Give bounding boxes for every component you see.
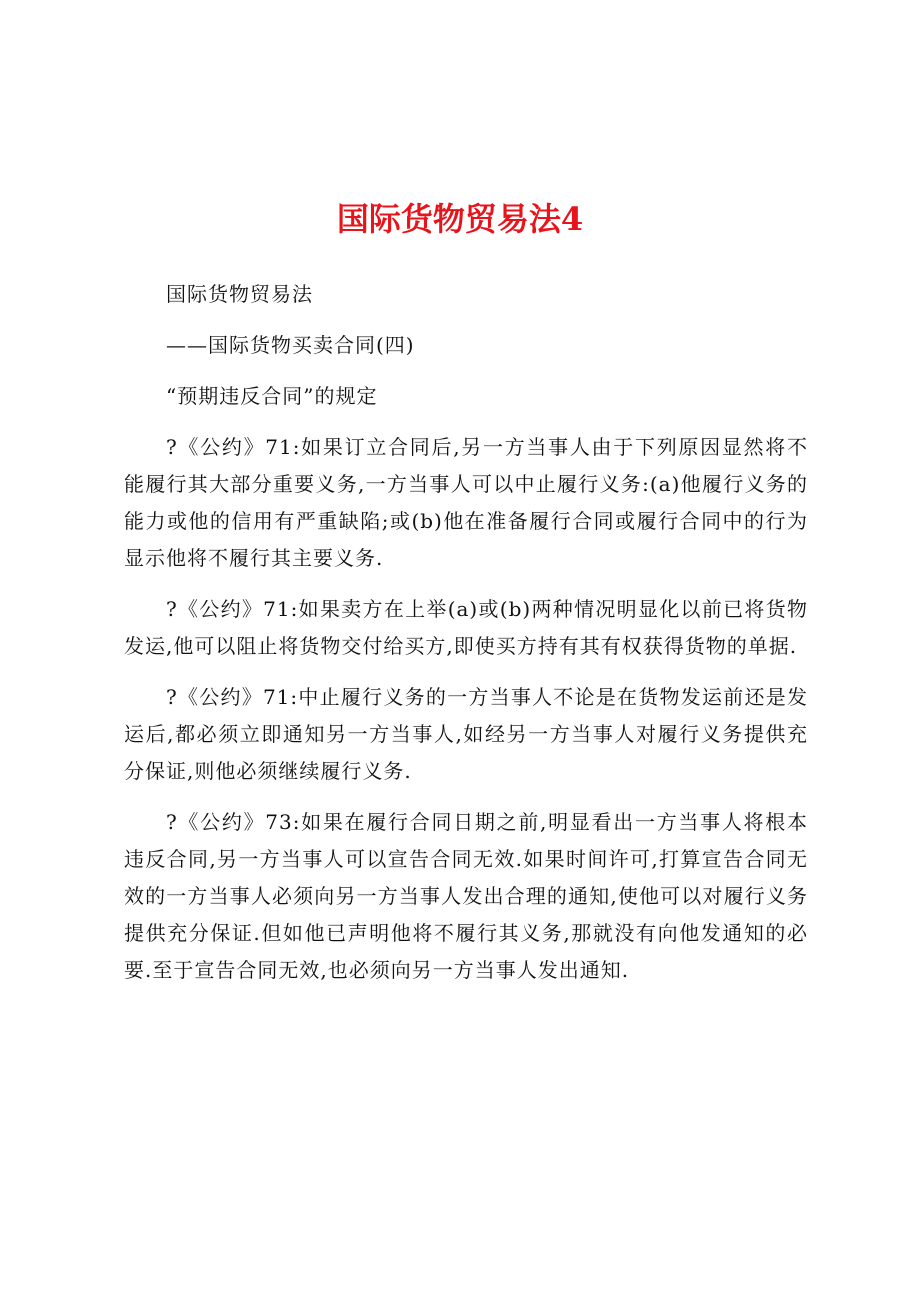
- subtitle-heading: ——国际货物买卖合同(四): [166, 333, 415, 357]
- body-paragraph: ?《公约》71:如果卖方在上举(a)或(b)两种情况明显化以前已将货物发运,他可以阻止将货物交付给买方,即使买方持有其有权获得货物的单据.: [124, 597, 808, 658]
- body-paragraph: ?《公约》71:如果订立合同后,另一方当事人由于下列原因显然将不能履行其大部分重要义务,一方当事人可以中止履行义务:(a)他履行义务的能力或他的信用有严重缺陷;或(b)他在准备履行合同或履行合同中的行为显示他将不履行其主要义务.: [124, 435, 808, 570]
- document-title: 国际货物贸易法4: [336, 200, 584, 238]
- subject-heading: 国际货物贸易法: [166, 282, 313, 306]
- document-body: [124, 276, 808, 989]
- body-paragraph: ?《公约》73:如果在履行合同日期之前,明显看出一方当事人将根本违反合同,另一方当事人可以宣告合同无效.如果时间许可,打算宣告合同无效的一方当事人必须向另一方当事人发出合理的通知,使他可以对履行义务提供充分保证.但如他已声明他将不履行其义务,那就没有向他发通知的必要.至于宣告合同无效,也必须向另一方当事人发出通知.: [124, 810, 808, 982]
- body-paragraph: ?《公约》71:中止履行义务的一方当事人不论是在货物发运前还是发运后,都必须立即通知另一方当事人,如经另一方当事人对履行义务提供充分保证,则他必须继续履行义务.: [124, 685, 808, 783]
- section-heading: “预期违反合同”的规定: [166, 384, 378, 408]
